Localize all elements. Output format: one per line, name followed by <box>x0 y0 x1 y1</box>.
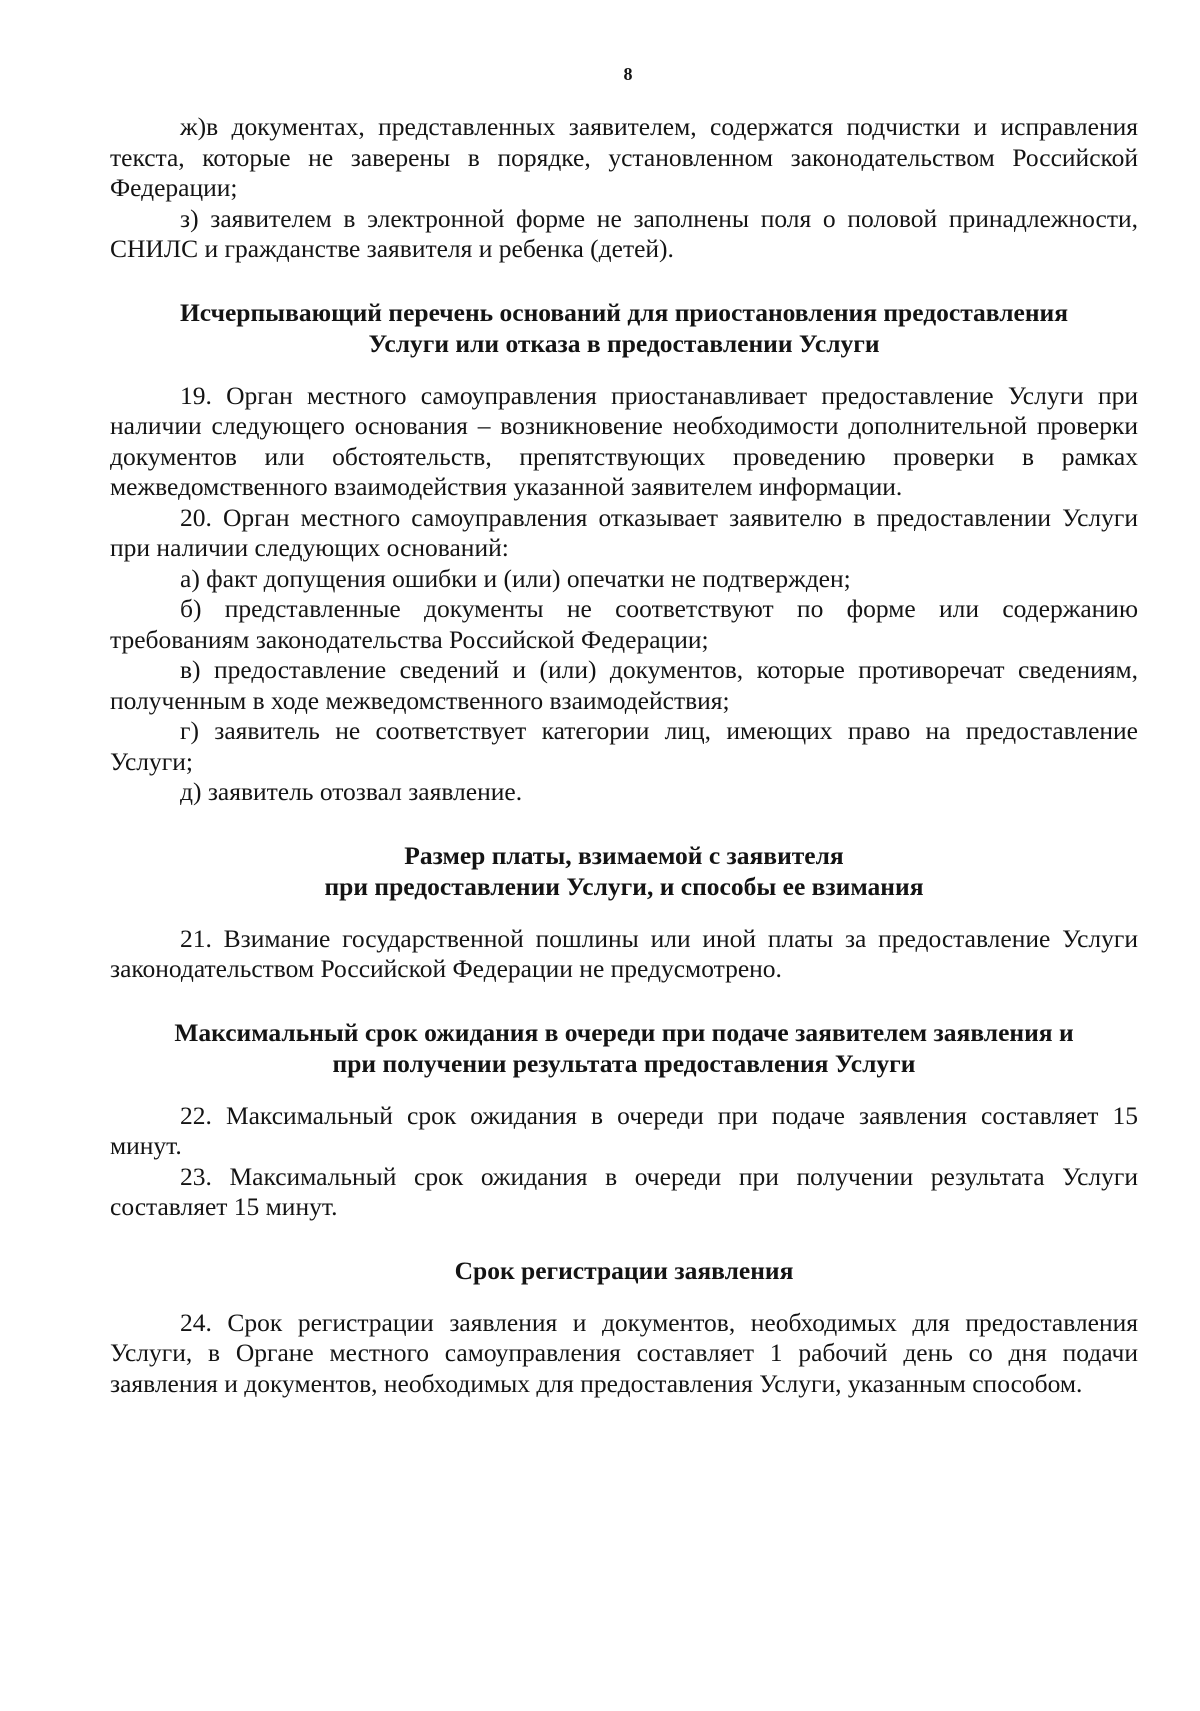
paragraph-20-g: г) заявитель не соответствует категории лиц, имеющих право на предоставление Услуги; <box>110 716 1138 776</box>
section-heading-suspension-grounds <box>110 297 1138 359</box>
paragraph-22: 22. Максимальный срок ожидания в очереди при подаче заявления составляет 15 минут. <box>110 1100 1138 1160</box>
heading-line: при предоставлении Услуги, и способы ее взимания <box>324 871 924 901</box>
paragraph-20-b: б) представленные документы не соответствуют по форме или содержанию требованиям законодательства Российской Федерации; <box>110 594 1138 654</box>
heading-line: Максимальный срок ожидания в очереди при подаче заявителем заявления и <box>174 1017 1074 1047</box>
heading-line: Срок регистрации заявления <box>454 1255 794 1285</box>
paragraph-21: 21. Взимание государственной пошлины или иной платы за предоставление Услуги законодательством Российской Федерации не предусмотрено. <box>110 923 1138 983</box>
heading-line: Исчерпывающий перечень оснований для приостановления предоставления <box>179 297 1069 327</box>
section-heading-registration-term <box>110 1255 1138 1286</box>
heading-line: Услуги или отказа в предоставлении Услуги <box>368 328 880 358</box>
section-heading-fee <box>110 840 1138 902</box>
heading-line: при получении результата предоставления Услуги <box>332 1048 916 1078</box>
document-body <box>110 112 1138 1399</box>
paragraph-item-zh: ж)в документах, представленных заявителем, содержатся подчистки и исправления текста, которые не заверены в порядке, установленном законодательством Российской Федерации; <box>110 112 1138 202</box>
paragraph-24: 24. Срок регистрации заявления и документов, необходимых для предоставления Услуги, в Органе местного самоуправления составляет 1 рабочий день со дня подачи заявления и документов, необходимых для предоставления Услуги, указанным способом. <box>110 1307 1138 1398</box>
paragraph-20-v: в) предоставление сведений и (или) документов, которые противоречат сведениям, полученным в ходе межведомственного взаимодействия; <box>110 655 1138 715</box>
paragraph-20-a: а) факт допущения ошибки и (или) опечатки не подтвержден; <box>180 563 851 593</box>
paragraph-19: 19. Орган местного самоуправления приостанавливает предоставление Услуги при наличии следующего основания – возникновение необходимости дополнительной проверки документов или обстоятельств, препятствующих проведению проверки в рамках межведомственного взаимодействия указанной заявителем информации. <box>110 380 1138 501</box>
section-heading-queue-time <box>110 1017 1138 1079</box>
paragraph-20: 20. Орган местного самоуправления отказывает заявителю в предоставлении Услуги при наличии следующих оснований: <box>110 502 1138 562</box>
paragraph-20-d: д) заявитель отозвал заявление. <box>180 777 523 806</box>
paragraph-item-z: з) заявителем в электронной форме не заполнены поля о половой принадлежности, СНИЛС и гражданстве заявителя и ребенка (детей). <box>110 203 1138 263</box>
paragraph-23: 23. Максимальный срок ожидания в очереди при получении результата Услуги составляет 15 минут. <box>110 1161 1138 1221</box>
heading-line: Размер платы, взимаемой с заявителя <box>404 840 844 870</box>
page-number: 8 <box>623 64 633 84</box>
